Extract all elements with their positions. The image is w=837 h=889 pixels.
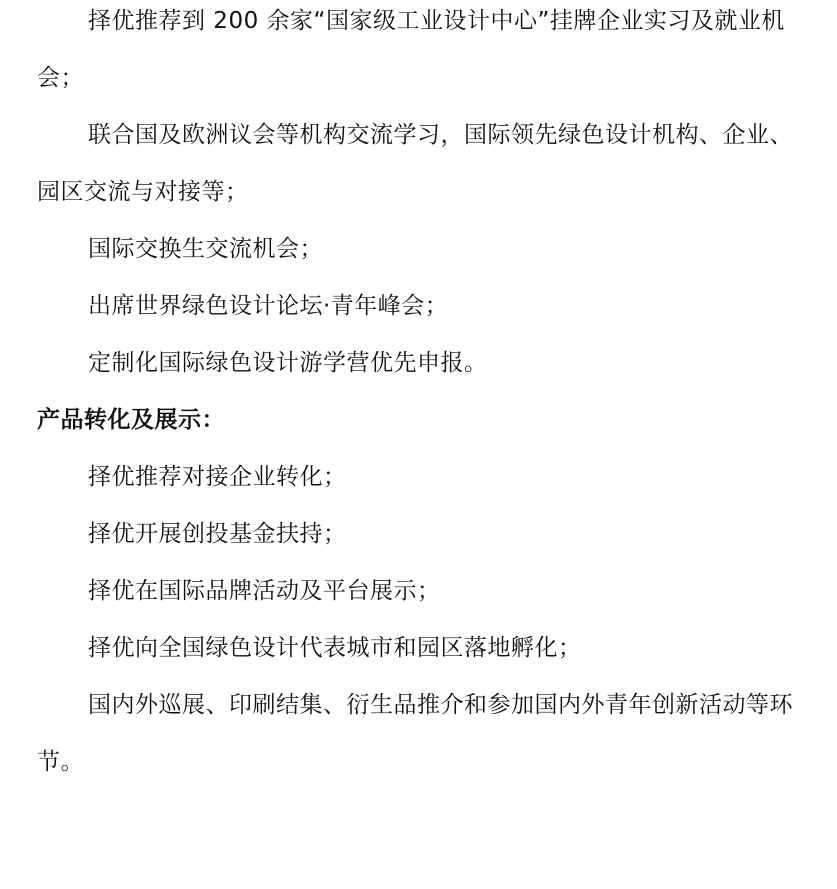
paragraph-study-tour: 定制化国际绿色设计游学营优先申报。 (88, 350, 488, 376)
paragraph-international-exchange: 联合国及欧洲议会等机构交流学习，国际领先绿色设计机构、企业、园区交流与对接等； (37, 122, 793, 205)
document-body (37, 0, 797, 791)
paragraph-venture-fund: 择优开展创投基金扶持； (88, 521, 347, 547)
paragraph-exhibition: 国内外巡展、印刷结集、衍生品推介和参加国内外青年创新活动等环节。 (37, 692, 793, 775)
paragraph-brand-showcase: 择优在国际品牌活动及平台展示； (88, 578, 441, 604)
paragraph-incubation: 择优向全国绿色设计代表城市和园区落地孵化； (88, 635, 582, 661)
paragraph-exchange-student: 国际交换生交流机会； (88, 236, 323, 262)
paragraph-enterprise-transform: 择优推荐对接企业转化； (88, 464, 347, 490)
paragraph-forum: 出席世界绿色设计论坛·青年峰会； (88, 293, 449, 319)
section-heading: 产品转化及展示： (37, 407, 225, 433)
paragraph-internship: 择优推荐到 200 余家“国家级工业设计中心”挂牌企业实习及就业机会； (37, 8, 785, 91)
